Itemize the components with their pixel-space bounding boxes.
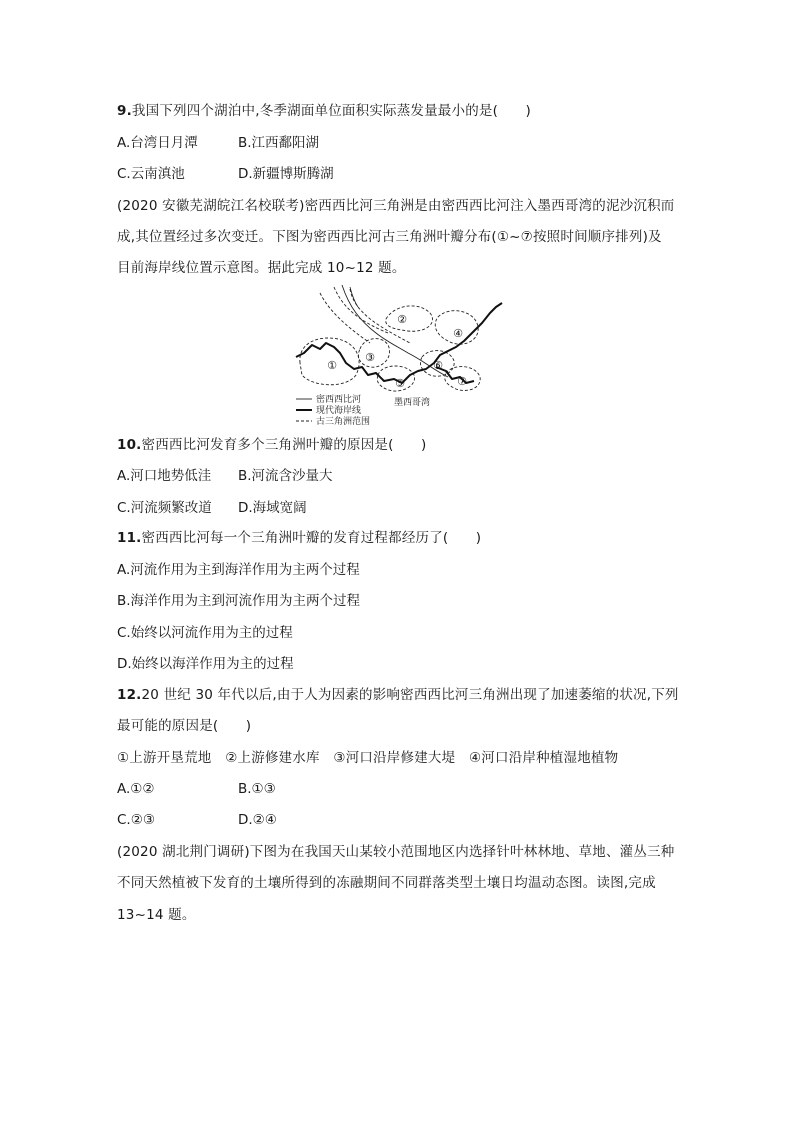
mississippi-delta-map <box>290 283 510 429</box>
question-11 <box>117 529 481 547</box>
option-b: B.江西鄱阳湖 <box>238 135 320 151</box>
question-12 <box>117 686 679 704</box>
option-d: D.始终以海洋作用为主的过程 <box>117 656 294 672</box>
intro-2-line-1: (2020 湖北荆门调研)下图为在我国天山某较小范围地区内选择针叶林林地、草地、灌丛三种 <box>117 844 675 860</box>
option-a: A.河口地势低洼 <box>117 468 212 484</box>
question-12-items: ①上游开垦荒地 ②上游修建水库 ③河口沿岸修建大堤 ④河口沿岸种植湿地植物 <box>117 750 619 766</box>
option-d: D.新疆博斯腾湖 <box>238 166 334 182</box>
question-number: 10. <box>117 437 142 453</box>
intro-1-line-1: (2020 安徽芜湖皖江名校联考)密西西比河三角洲是由密西西比河注入墨西哥湾的泥沙沉积而 <box>117 198 675 214</box>
option-b: B.①③ <box>238 781 276 797</box>
option-c: C.云南滇池 <box>117 166 185 182</box>
question-9 <box>117 102 531 120</box>
lobe-label-4: ④ <box>453 327 463 340</box>
option-a: A.台湾日月潭 <box>117 135 198 151</box>
delta-range-2 <box>386 306 433 331</box>
legend-river: 密西西比河 <box>316 395 362 405</box>
gulf-label: 墨西哥湾 <box>394 398 431 408</box>
option-b: B.海洋作用为主到河流作用为主两个过程 <box>117 593 361 609</box>
option-a: A.河流作用为主到海洋作用为主两个过程 <box>117 562 360 578</box>
intro-1-line-2: 成,其位置经过多次变迁。下图为密西西比河古三角洲叶瓣分布(①~⑦按照时间顺序排列)及 <box>117 229 662 245</box>
map-legend <box>296 393 370 427</box>
lobe-label-2: ② <box>397 313 407 326</box>
question-number: 12. <box>117 687 142 703</box>
intro-2-line-3: 13~14 题。 <box>117 907 196 923</box>
question-number: 9. <box>117 103 132 119</box>
option-a: A.①② <box>117 781 155 797</box>
option-b: B.河流含沙量大 <box>238 468 333 484</box>
intro-1-line-3: 目前海岸线位置示意图。据此完成 10~12 题。 <box>117 260 406 276</box>
question-stem: 20 世纪 30 年代以后,由于人为因素的影响密西西比河三角洲出现了加速萎缩的状况,下列 <box>141 687 679 703</box>
question-number: 11. <box>117 530 142 546</box>
legend-delta-range: 古三角洲范围 <box>316 417 371 427</box>
lobe-label-3: ③ <box>365 351 375 364</box>
legend-coastline: 现代海岸线 <box>316 406 362 416</box>
intro-2-line-2: 不同天然植被下发育的土壤所得到的冻融期间不同群落类型土壤日均温动态图。读图,完成 <box>117 875 656 891</box>
lobe-label-5: ⑤ <box>395 377 405 390</box>
option-d: D.海域宽阔 <box>238 500 307 516</box>
question-10 <box>117 436 426 454</box>
lobe-label-7: ⑦ <box>457 375 467 388</box>
lobe-label-6: ⑥ <box>433 359 443 372</box>
question-stem: 我国下列四个湖泊中,冬季湖面单位面积实际蒸发量最小的是( ) <box>131 103 531 119</box>
question-stem: 密西西比河发育多个三角洲叶瓣的原因是( ) <box>141 437 427 453</box>
option-c: C.始终以河流作用为主的过程 <box>117 625 293 641</box>
lobe-label-1: ① <box>327 359 337 372</box>
question-stem: 密西西比河每一个三角洲叶瓣的发育过程都经历了( ) <box>141 530 482 546</box>
option-c: C.②③ <box>117 812 155 828</box>
option-d: D.②④ <box>238 812 277 828</box>
question-12-line-2: 最可能的原因是( ) <box>117 718 252 734</box>
option-c: C.河流频繁改道 <box>117 500 212 516</box>
